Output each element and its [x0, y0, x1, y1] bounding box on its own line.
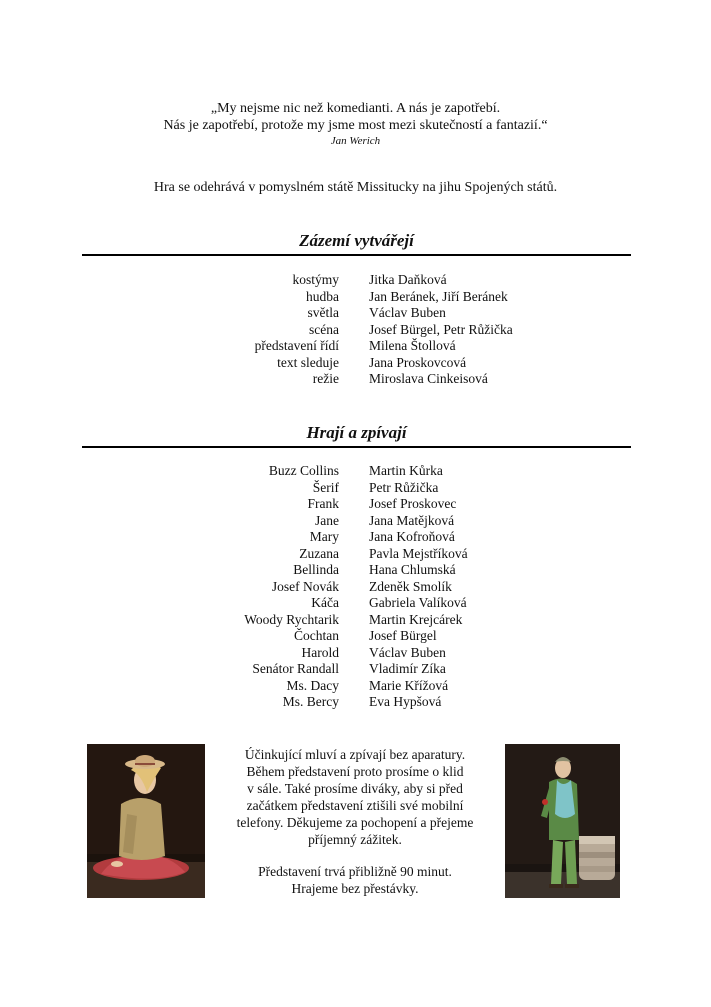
cast-actor: Jana Kofroňová — [369, 529, 455, 544]
cast-role: Harold — [301, 644, 339, 660]
cast-role: Zuzana — [299, 545, 339, 561]
crew-row — [0, 355, 711, 372]
crew-row — [0, 272, 711, 289]
cast-row — [0, 579, 711, 596]
crew-name: Jan Beránek, Jiří Beránek — [369, 288, 508, 304]
cast-row — [0, 513, 711, 530]
crew-role: představení řídí — [254, 338, 339, 353]
notice-line: Představení trvá přibližně 90 minut. — [258, 864, 452, 879]
cast-actor: Marie Křížová — [369, 677, 449, 693]
crew-name: Jana Proskovcová — [369, 354, 467, 370]
crew-name: Václav Buben — [369, 305, 446, 320]
crew-name: Jitka Daňková — [369, 272, 447, 287]
crew-name: Milena Štollová — [369, 338, 456, 353]
crew-role: režie — [312, 371, 339, 386]
notice-paragraph-2 — [215, 863, 495, 897]
cast-role: Káča — [311, 595, 339, 610]
cast-row — [0, 546, 711, 563]
setting-text: Hra se odehrává v pomyslném státě Missitucky na jihu Spojených států. — [153, 180, 558, 195]
crew-list — [0, 272, 711, 388]
cast-actor: Martin Kůrka — [369, 463, 443, 478]
crew-row — [0, 371, 711, 388]
actor-photo — [505, 744, 620, 898]
crew-role: světla — [307, 305, 339, 320]
cast-actor: Gabriela Valíková — [369, 595, 467, 610]
quote-line-1: „My nejsme nic než komedianti. A nás je zapotřebí. — [210, 101, 501, 116]
cast-row — [0, 694, 711, 711]
crew-row — [0, 322, 711, 339]
crew-row — [0, 289, 711, 306]
cast-row — [0, 595, 711, 612]
cast-row — [0, 645, 711, 662]
cast-actor: Martin Krejcárek — [369, 611, 463, 627]
cast-actor: Zdeněk Smolík — [369, 578, 452, 594]
cast-row — [0, 529, 711, 546]
crew-name: Miroslava Cinkeisová — [369, 371, 488, 386]
cast-row — [0, 480, 711, 497]
actress-photo — [87, 744, 205, 898]
cast-row — [0, 496, 711, 513]
cast-actor: Pavla Mejstříková — [369, 545, 468, 561]
cast-row — [0, 661, 711, 678]
notice-text — [215, 746, 495, 912]
notice-line: příjemný zážitek. — [308, 832, 402, 847]
cast-actor: Vladimír Zíka — [369, 661, 446, 676]
cast-role: Buzz Collins — [268, 463, 339, 478]
crew-name: Josef Bürgel, Petr Růžička — [369, 321, 513, 337]
cast-role: Ms. Bercy — [282, 694, 339, 709]
cast-role: Mary — [309, 529, 339, 544]
cast-role: Bellinda — [293, 562, 339, 577]
notice-line: v sále. Také prosíme diváky, aby si před — [247, 781, 463, 796]
quote-author: Jan Werich — [330, 135, 381, 147]
notice-line: Hrajeme bez přestávky. — [291, 881, 419, 896]
crew-role: hudba — [306, 288, 339, 304]
cast-actor: Josef Bürgel — [369, 628, 437, 643]
cast-actor: Petr Růžička — [369, 479, 439, 495]
cast-role: Ms. Dacy — [286, 677, 339, 693]
notice-line: Účinkující mluví a zpívají bez aparatury. — [244, 747, 466, 762]
cast-row — [0, 463, 711, 480]
cast-role: Woody Rychtarik — [244, 611, 339, 627]
cast-role: Čochtan — [294, 628, 339, 643]
quote-block — [0, 100, 711, 148]
cast-list — [0, 463, 711, 711]
crew-role: kostýmy — [292, 272, 339, 287]
cast-role: Josef Novák — [271, 578, 339, 594]
quote-line-2: Nás je zapotřebí, protože my jsme most mezi skutečností a fantazií.“ — [163, 118, 548, 133]
notice-paragraph-1 — [215, 746, 495, 848]
crew-heading: Zázemí vytvářejí — [82, 231, 631, 256]
cast-actor: Jana Matějková — [369, 512, 455, 528]
crew-role: scéna — [309, 321, 339, 337]
cast-row — [0, 678, 711, 695]
cast-actor: Eva Hypšová — [369, 694, 442, 709]
cast-row — [0, 612, 711, 629]
cast-role: Senátor Randall — [252, 661, 339, 676]
cast-actor: Josef Proskovec — [369, 496, 457, 511]
crew-row — [0, 338, 711, 355]
crew-row — [0, 305, 711, 322]
crew-role: text sleduje — [277, 354, 339, 370]
cast-role: Šerif — [312, 479, 339, 495]
notice-line: telefony. Děkujeme za pochopení a přejeme — [236, 815, 474, 830]
cast-heading: Hrají a zpívají — [82, 423, 631, 448]
cast-role: Jane — [315, 512, 339, 528]
cast-row — [0, 628, 711, 645]
cast-row — [0, 562, 711, 579]
notice-line: Během představení proto prosíme o klid — [246, 764, 464, 779]
cast-role: Frank — [307, 496, 339, 511]
notice-line: začátkem představení ztišili své mobilní — [246, 798, 464, 813]
cast-actor: Václav Buben — [369, 644, 446, 660]
cast-actor: Hana Chlumská — [369, 562, 456, 577]
